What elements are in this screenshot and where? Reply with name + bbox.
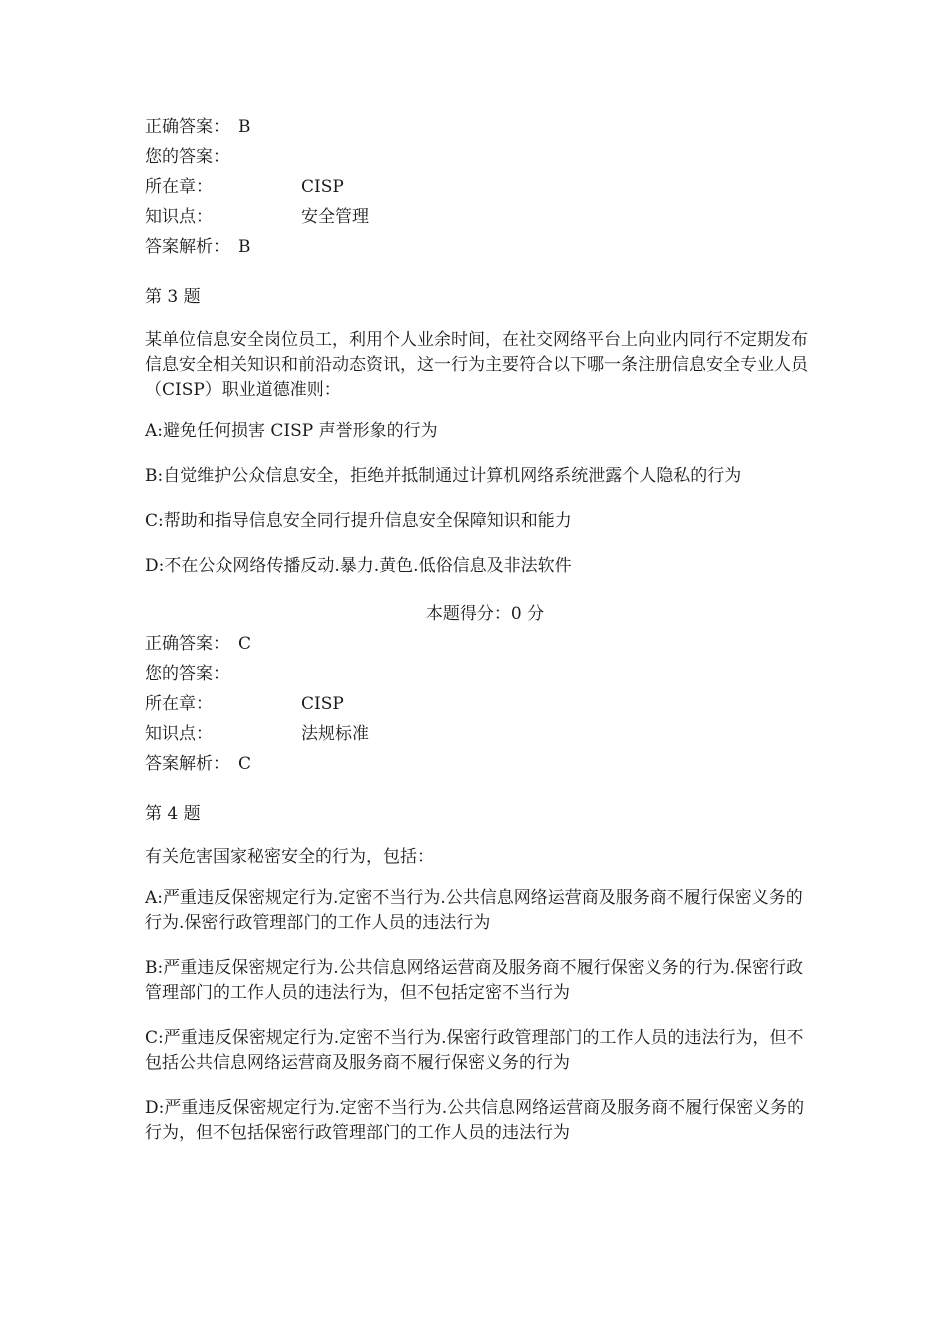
knowledge-point-value: 安全管理 <box>301 207 369 227</box>
analysis-label: 答案解析： <box>145 237 230 257</box>
question-3-option-d: D:不在公众网络传播反动.暴力.黄色.低俗信息及非法软件 <box>145 556 572 576</box>
q3-analysis-value: C <box>238 754 252 774</box>
document-content <box>145 112 815 1146</box>
question-4-option-c: C:严重违反保密规定行为.定密不当行为.保密行政管理部门的工作人员的违法行为，但不包括公共信息网络运营商及服务商不履行保密义务的行为 <box>145 1028 804 1073</box>
q3-your-answer-row <box>145 659 815 689</box>
question-4-stem: 有关危害国家秘密安全的行为，包括： <box>145 847 434 867</box>
q3-correct-answer-value: C <box>238 634 252 654</box>
question-4-option-b: B:严重违反保密规定行为.公共信息网络运营商及服务商不履行保密义务的行为.保密行政管理部门的工作人员的违法行为，但不包括定密不当行为 <box>145 958 804 1003</box>
q3-chapter-label: 所在章： <box>145 694 213 714</box>
question-3-option-a: A:避免任何损害 CISP 声誉形象的行为 <box>145 421 438 441</box>
question-4-title: 第 4 题 <box>145 804 201 824</box>
q3-analysis-row <box>145 749 815 779</box>
chapter-label: 所在章： <box>145 177 213 197</box>
chapter-value: CISP <box>301 177 344 197</box>
knowledge-point-row <box>145 202 815 232</box>
q3-chapter-row <box>145 689 815 719</box>
q3-your-answer-label: 您的答案： <box>145 664 230 684</box>
your-answer-label: 您的答案： <box>145 147 230 167</box>
question-3-option-b: B:自觉维护公众信息安全，拒绝并抵制通过计算机网络系统泄露个人隐私的行为 <box>145 466 742 486</box>
question-3-stem: 某单位信息安全岗位员工，利用个人业余时间，在社交网络平台上向业内同行不定期发布信息安全相关知识和前沿动态资讯，这一行为主要符合以下哪一条注册信息安全专业人员（CISP）职业道德准则： <box>145 330 808 400</box>
q3-correct-answer-label: 正确答案： <box>145 634 230 654</box>
your-answer-row <box>145 142 815 172</box>
analysis-value: B <box>238 237 251 257</box>
question-3-title: 第 3 题 <box>145 287 201 307</box>
knowledge-point-label: 知识点： <box>145 207 213 227</box>
chapter-row <box>145 172 815 202</box>
q3-knowledge-point-value: 法规标准 <box>301 724 369 744</box>
correct-answer-row <box>145 112 815 142</box>
correct-answer-value: B <box>238 117 251 137</box>
q3-correct-answer-row <box>145 629 815 659</box>
question-4-option-d: D:严重违反保密规定行为.定密不当行为.公共信息网络运营商及服务商不履行保密义务的行为，但不包括保密行政管理部门的工作人员的违法行为 <box>145 1098 805 1143</box>
q3-knowledge-point-row <box>145 719 815 749</box>
question-3-option-c: C:帮助和指导信息安全同行提升信息安全保障知识和能力 <box>145 511 572 531</box>
q3-chapter-value: CISP <box>301 694 344 714</box>
analysis-row <box>145 232 815 262</box>
question-3-score: 本题得分：0 分 <box>425 604 545 624</box>
q3-analysis-label: 答案解析： <box>145 754 230 774</box>
correct-answer-label: 正确答案： <box>145 117 230 137</box>
q3-knowledge-point-label: 知识点： <box>145 724 213 744</box>
question-4-option-a: A:严重违反保密规定行为.定密不当行为.公共信息网络运营商及服务商不履行保密义务的行为.保密行政管理部门的工作人员的违法行为 <box>145 888 803 933</box>
